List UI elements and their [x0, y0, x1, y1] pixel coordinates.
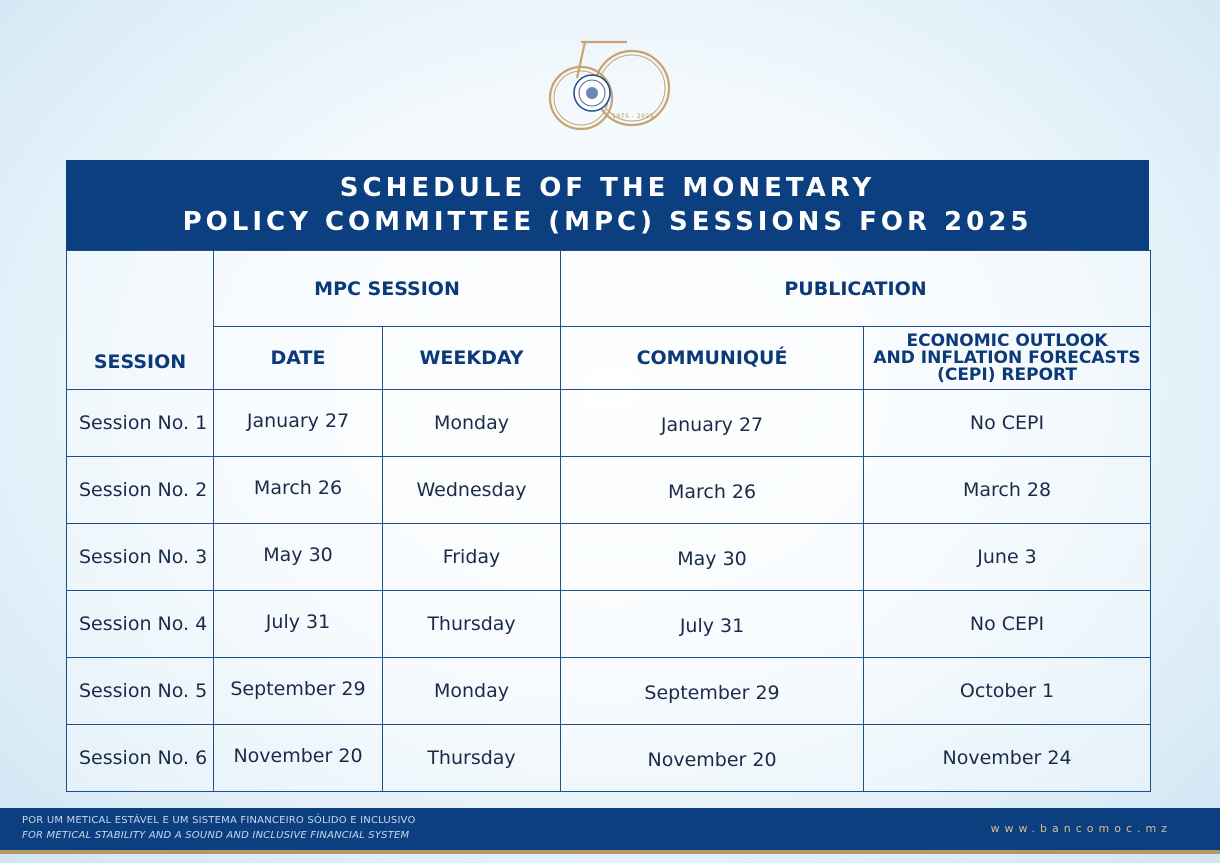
session-cell: Session No. 5 — [67, 658, 214, 725]
date-cell: July 31 — [214, 589, 383, 656]
weekday-cell: Thursday — [383, 725, 561, 792]
header-cepi-line-2: AND INFLATION FORECASTS — [873, 347, 1141, 368]
title-line-2: POLICY COMMITTEE (MPC) SESSIONS FOR 2025 — [182, 207, 1033, 237]
header-weekday: WEEKDAY — [383, 327, 561, 390]
cepi-cell: November 24 — [864, 725, 1151, 792]
date-cell: January 27 — [214, 388, 383, 455]
communique-cell: May 30 — [561, 526, 864, 593]
website-link[interactable]: www.bancomoc.mz — [990, 822, 1172, 835]
header-cepi-line-1: ECONOMIC OUTLOOK — [906, 330, 1108, 351]
weekday-cell: Monday — [383, 658, 561, 725]
date-cell: March 26 — [214, 455, 383, 522]
session-cell: Session No. 3 — [67, 524, 214, 591]
date-cell: November 20 — [214, 723, 383, 790]
cepi-cell: March 28 — [864, 457, 1151, 524]
communique-cell: July 31 — [561, 593, 864, 660]
weekday-cell: Thursday — [383, 591, 561, 658]
cepi-cell: October 1 — [864, 658, 1151, 725]
header-communique: COMMUNIQUÉ — [561, 327, 864, 390]
header-session: SESSION — [67, 251, 214, 390]
table-row — [67, 390, 1151, 457]
header-date: DATE — [214, 327, 383, 390]
header-cepi-report — [864, 327, 1151, 390]
table-row — [67, 457, 1151, 524]
session-cell: Session No. 6 — [67, 725, 214, 792]
footer-gold-line — [0, 850, 1220, 854]
session-cell: Session No. 2 — [67, 457, 214, 524]
session-cell: Session No. 1 — [67, 390, 214, 457]
header-row-1 — [67, 251, 1151, 327]
header-row-2 — [67, 327, 1151, 390]
table-row — [67, 524, 1151, 591]
date-cell: May 30 — [214, 522, 383, 589]
communique-cell: September 29 — [561, 660, 864, 727]
weekday-cell: Friday — [383, 524, 561, 591]
cepi-cell: June 3 — [864, 524, 1151, 591]
session-cell: Session No. 4 — [67, 591, 214, 658]
header-mpc-session: MPC SESSION — [214, 251, 561, 327]
header-cepi-line-3: (CEPI) REPORT — [937, 364, 1077, 385]
cepi-cell: No CEPI — [864, 390, 1151, 457]
cepi-cell: No CEPI — [864, 591, 1151, 658]
footer-bar — [0, 808, 1220, 853]
footer-slogan-pt: POR UM METICAL ESTÁVEL E UM SISTEMA FINANCEIRO SÓLIDO E INCLUSIVO — [22, 815, 416, 826]
communique-cell: November 20 — [561, 727, 864, 794]
header-publication: PUBLICATION — [561, 251, 1151, 327]
logo-years: 1975 - 2025 — [612, 113, 655, 120]
date-cell: September 29 — [214, 656, 383, 723]
communique-cell: March 26 — [561, 459, 864, 526]
communique-cell: January 27 — [561, 392, 864, 459]
schedule-table — [66, 250, 1151, 792]
table-row — [67, 725, 1151, 792]
anniversary-logo — [545, 36, 675, 136]
table-row — [67, 591, 1151, 658]
page-title-banner — [66, 160, 1149, 250]
table-row — [67, 658, 1151, 725]
weekday-cell: Monday — [383, 390, 561, 457]
title-line-1: SCHEDULE OF THE MONETARY — [339, 173, 876, 203]
footer-slogan-en: FOR METICAL STABILITY AND A SOUND AND INCLUSIVE FINANCIAL SYSTEM — [22, 830, 410, 841]
weekday-cell: Wednesday — [383, 457, 561, 524]
